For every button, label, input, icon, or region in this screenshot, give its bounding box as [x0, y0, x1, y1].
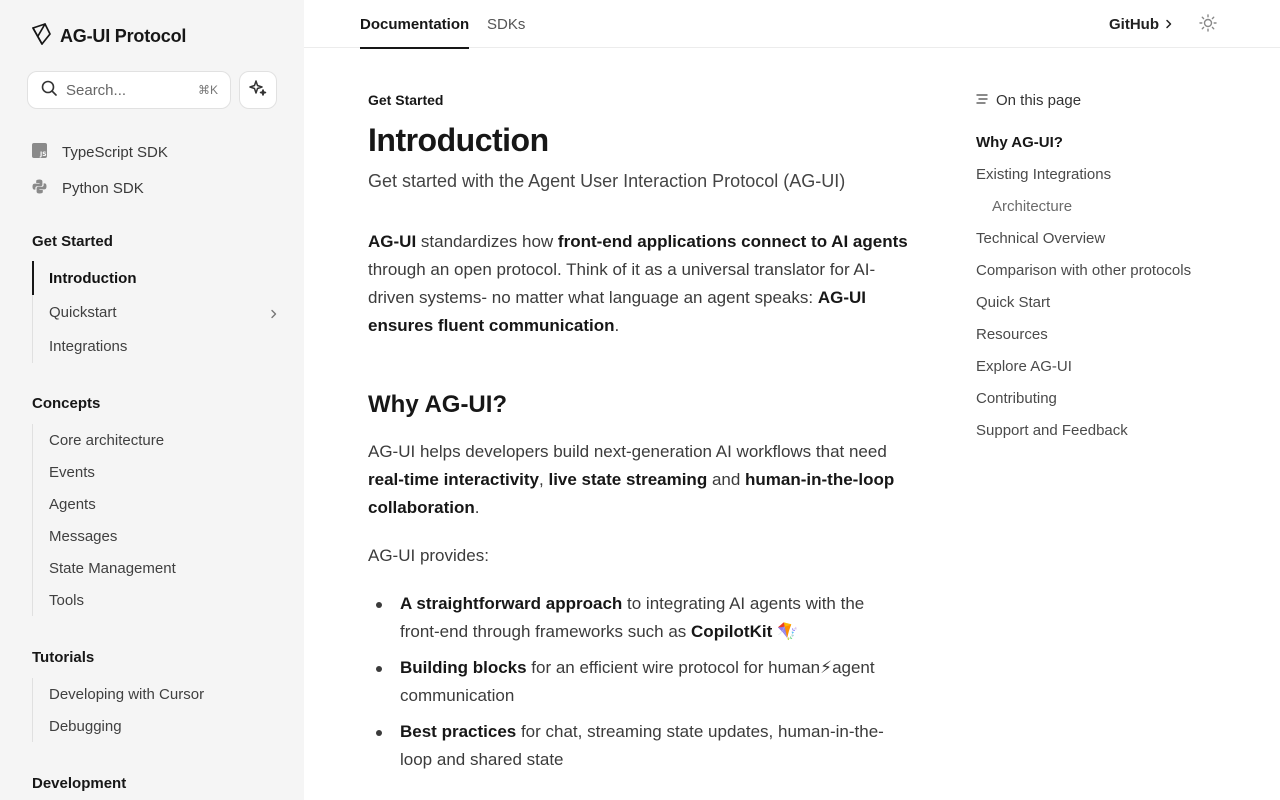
- provides-paragraph: AG-UI provides:: [368, 546, 489, 565]
- sidebar-item-debugging[interactable]: Debugging: [49, 717, 122, 735]
- github-label: GitHub: [1109, 15, 1159, 33]
- section-eyebrow: Get Started: [368, 92, 444, 108]
- ai-assistant-button[interactable]: [239, 71, 277, 109]
- sidebar-item-label: Quickstart: [49, 303, 117, 321]
- toc-item-quick-start[interactable]: Quick Start: [976, 293, 1051, 311]
- search-box[interactable]: [27, 71, 231, 109]
- toc-heading-label: On this page: [996, 91, 1082, 109]
- javascript-icon: [32, 143, 47, 162]
- tab-sdks[interactable]: SDKs: [487, 15, 526, 33]
- toc-item-why-ag-ui[interactable]: Why AG-UI?: [976, 133, 1063, 151]
- why-heading: Why AG-UI?: [368, 391, 508, 418]
- chevron-right-icon: [1165, 16, 1173, 33]
- table-of-contents: [976, 90, 1236, 446]
- toc-item-comparison[interactable]: Comparison with other protocols: [976, 261, 1192, 279]
- list-item: A straightforward approach to integrating AI agents with the front-end through frameworks such as CopilotKit 🪁: [368, 590, 908, 646]
- group-get-started: [32, 261, 284, 363]
- tab-documentation[interactable]: Documentation: [360, 0, 469, 48]
- chevron-right-icon: [270, 306, 278, 323]
- kite-logo-icon: [30, 22, 52, 51]
- provides-list: [368, 590, 908, 774]
- page-title: Introduction: [368, 122, 549, 158]
- search-shortcut: ⌘K: [197, 83, 218, 97]
- list-item: Building blocks for an efficient wire protocol for human⚡agent communication: [368, 654, 908, 710]
- sidebar-item-quickstart[interactable]: [33, 295, 284, 329]
- page-subtitle: Get started with the Agent User Interaction Protocol (AG-UI): [368, 171, 846, 191]
- toc-item-resources[interactable]: Resources: [976, 325, 1048, 343]
- toc-item-support-and-feedback[interactable]: Support and Feedback: [976, 421, 1128, 439]
- lightning-emoji: ⚡: [820, 658, 833, 677]
- brand-title: AG-UI Protocol: [60, 26, 187, 46]
- toc-item-architecture[interactable]: Architecture: [992, 197, 1073, 215]
- sidebar-item-introduction[interactable]: Introduction: [33, 261, 284, 295]
- sidebar-item-events[interactable]: Events: [49, 463, 95, 481]
- sidebar-item-label: Python SDK: [62, 180, 144, 197]
- sidebar-item-python-sdk[interactable]: [32, 179, 144, 198]
- search-input[interactable]: [66, 82, 186, 99]
- sidebar-item-integrations[interactable]: Integrations: [49, 337, 128, 355]
- github-link[interactable]: [1109, 0, 1173, 48]
- kite-emoji: 🪁: [776, 622, 799, 641]
- list-item: Best practices for chat, streaming state updates, human-in-the-loop and shared state: [368, 718, 908, 774]
- group-title-development: Development: [32, 775, 127, 792]
- top-nav: [304, 0, 1280, 48]
- svg-text:JS: JS: [40, 151, 47, 158]
- intro-paragraph: AG-UI standardizes how front-end applications connect to AI agents through an open protocol. Think of it as a universal translator for AI-driven systems- no matter what language an agent speaks: AG-UI ensures fluent communication.: [368, 232, 908, 335]
- sidebar-item-messages[interactable]: Messages: [49, 527, 118, 545]
- toc-item-existing-integrations[interactable]: Existing Integrations: [976, 165, 1112, 183]
- toc-item-technical-overview[interactable]: Technical Overview: [976, 229, 1106, 247]
- theme-toggle-button[interactable]: [1197, 14, 1219, 36]
- sidebar-item-tools[interactable]: Tools: [49, 591, 85, 609]
- why-paragraph: AG-UI helps developers build next-generation AI workflows that need real-time interactivity, live state streaming and human-in-the-loop collaboration.: [368, 442, 895, 517]
- list-icon: [976, 92, 988, 109]
- sidebar-item-agents[interactable]: Agents: [49, 495, 96, 513]
- sidebar-item-developing-with-cursor[interactable]: Developing with Cursor: [49, 685, 205, 703]
- group-title-concepts: Concepts: [32, 395, 101, 412]
- group-concepts: [32, 424, 284, 616]
- toc-item-contributing[interactable]: Contributing: [976, 389, 1057, 407]
- toc-heading: [976, 90, 1236, 110]
- sidebar-item-core-architecture[interactable]: Core architecture: [49, 431, 165, 449]
- sidebar-item-state-management[interactable]: State Management: [49, 559, 176, 577]
- sidebar-item-typescript-sdk[interactable]: [32, 143, 168, 162]
- sparkle-icon: [249, 79, 267, 102]
- toc-list: [976, 126, 1236, 446]
- python-icon: [32, 179, 47, 198]
- group-tutorials: [32, 678, 284, 742]
- sidebar-item-label: TypeScript SDK: [62, 144, 168, 161]
- toc-item-explore-ag-ui[interactable]: Explore AG-UI: [976, 357, 1072, 375]
- sidebar: [0, 0, 304, 800]
- sun-icon: [1199, 14, 1217, 37]
- main-content: [368, 90, 908, 782]
- group-title-tutorials: Tutorials: [32, 649, 95, 666]
- brand-link[interactable]: [30, 22, 186, 51]
- search-icon: [41, 80, 57, 101]
- group-title-get-started: Get Started: [32, 233, 113, 250]
